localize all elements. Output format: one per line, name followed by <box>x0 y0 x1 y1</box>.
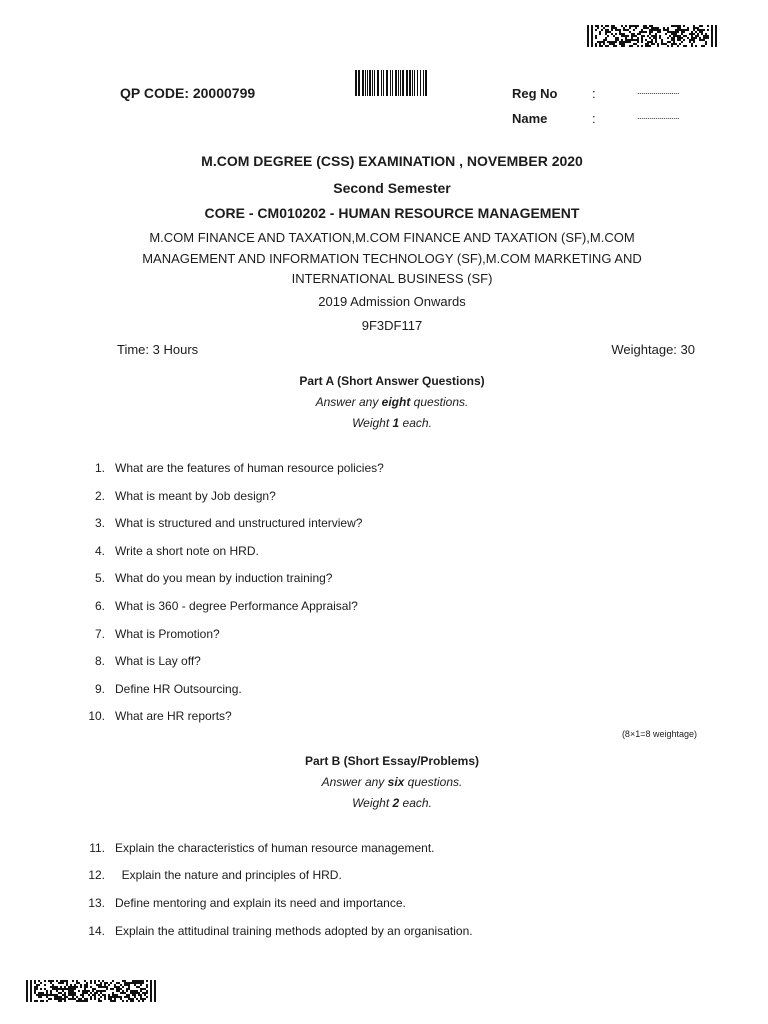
part-b-weight-value: 2 <box>392 796 400 810</box>
part-b-instruction-count: six <box>387 775 405 789</box>
question-text: What are HR reports? <box>115 709 232 723</box>
part-a-weight-pre: Weight <box>352 416 393 430</box>
question-text: Explain the characteristics of human resource management. <box>115 841 435 855</box>
part-b-weight <box>8 796 768 810</box>
question-text: Write a short note on HRD. <box>115 544 259 558</box>
part-a-heading: Part A (Short Answer Questions) <box>299 374 485 388</box>
part-b-heading: Part B (Short Essay/Problems) <box>304 754 480 768</box>
question-text: What do you mean by induction training? <box>115 571 333 585</box>
top-right-barcode <box>587 25 717 47</box>
question-text: Define mentoring and explain its need and importance. <box>115 896 406 910</box>
part-a-instruction-count: eight <box>381 395 411 409</box>
question-number: 9. <box>94 682 105 696</box>
part-b-weight-pre: Weight <box>352 796 393 810</box>
question-number: 1. <box>94 461 105 475</box>
part-b-instruction <box>8 775 768 789</box>
question-number: 7. <box>94 627 105 641</box>
qp-code: QP CODE: 20000799 <box>120 85 256 101</box>
question-number: 13. <box>88 896 105 910</box>
question-number: 3. <box>94 516 105 530</box>
question-number: 2. <box>94 489 105 503</box>
center-barcode <box>355 70 429 96</box>
question-number: 5. <box>94 571 105 585</box>
part-a-weight-value: 1 <box>392 416 400 430</box>
part-a-instruction <box>8 395 768 409</box>
question-number: 11. <box>89 841 105 855</box>
part-a-weight-post: each. <box>399 416 432 430</box>
question-number: 6. <box>94 599 105 613</box>
question-number: 10. <box>88 709 105 723</box>
question-text: Define HR Outsourcing. <box>115 682 242 696</box>
part-a-instruction-pre: Answer any <box>315 395 382 409</box>
part-a-weight <box>8 416 768 430</box>
question-number: 12. <box>88 868 105 882</box>
exam-title: M.COM DEGREE (CSS) EXAMINATION , NOVEMBER 2020 <box>201 153 583 169</box>
total-weightage: Weightage: 30 <box>611 342 695 357</box>
part-b-instruction-pre: Answer any <box>321 775 388 789</box>
name-colon: : <box>592 111 596 126</box>
question-text: What are the features of human resource policies? <box>115 461 384 475</box>
programmes-line-2: MANAGEMENT AND INFORMATION TECHNOLOGY (SF),M.COM MARKETING AND <box>142 251 642 266</box>
time-allowed: Time: 3 Hours <box>117 342 199 357</box>
part-b-weight-post: each. <box>399 796 432 810</box>
reg-no-colon: : <box>592 86 596 101</box>
question-text: What is meant by Job design? <box>115 489 276 503</box>
reg-no-field[interactable]: ..................... <box>637 86 680 96</box>
semester: Second Semester <box>333 180 451 196</box>
question-text: What is Lay off? <box>115 654 201 668</box>
question-number: 14. <box>88 924 105 938</box>
reg-no-label: Reg No <box>512 86 558 101</box>
bottom-left-barcode <box>26 980 156 1002</box>
question-number: 4. <box>94 544 105 558</box>
programmes-line-1: M.COM FINANCE AND TAXATION,M.COM FINANCE AND TAXATION (SF),M.COM <box>149 230 635 245</box>
question-number: 8. <box>94 654 105 668</box>
question-text: Explain the attitudinal training methods adopted by an organisation. <box>115 924 473 938</box>
programmes-line-3: INTERNATIONAL BUSINESS (SF) <box>291 271 493 286</box>
paper-id: 9F3DF117 <box>361 318 423 333</box>
name-label: Name <box>512 111 548 126</box>
part-b-instruction-post: questions. <box>404 775 463 789</box>
admission-info: 2019 Admission Onwards <box>318 294 466 309</box>
question-text: Explain the nature and principles of HRD. <box>115 868 342 882</box>
question-text: What is 360 - degree Performance Appraisal? <box>115 599 358 613</box>
name-field[interactable]: ..................... <box>637 111 680 121</box>
part-a-instruction-post: questions. <box>410 395 469 409</box>
question-text: What is Promotion? <box>115 627 220 641</box>
part-a-weightage-note: (8×1=8 weightage) <box>621 729 697 739</box>
course-title: CORE - CM010202 - HUMAN RESOURCE MANAGEMENT <box>204 205 580 221</box>
question-text: What is structured and unstructured interview? <box>115 516 363 530</box>
